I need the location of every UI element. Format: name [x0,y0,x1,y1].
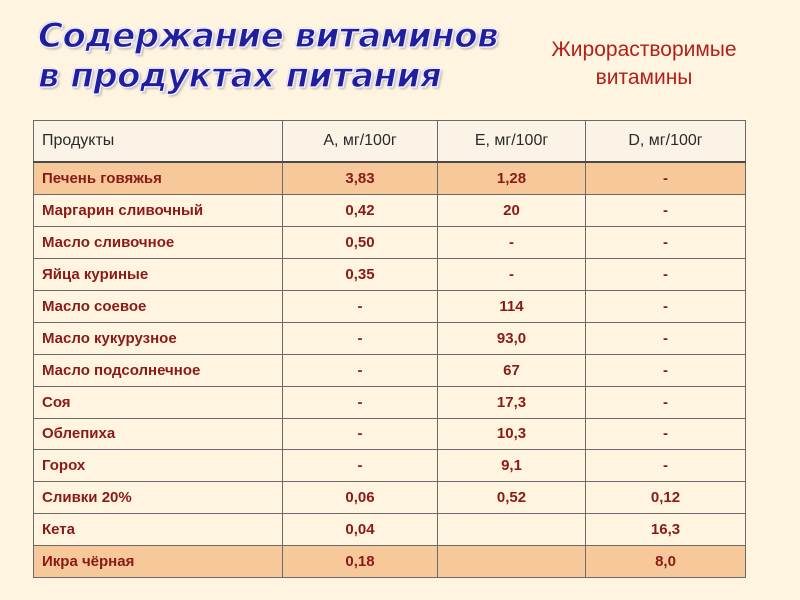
table-row [34,354,746,386]
vitamin-e-value [438,514,586,546]
product-name: Масло подсолнечное [34,354,283,386]
vitamin-a-value: 0,06 [283,482,438,514]
vitamin-e-value: 10,3 [438,418,586,450]
product-name: Икра чёрная [34,546,283,578]
vitamin-a-value: 0,50 [283,227,438,259]
vitamin-a-value: 0,04 [283,514,438,546]
table-row [34,227,746,259]
title-line-1: Содержание витаминов [38,16,499,56]
vitamin-e-value: 9,1 [438,450,586,482]
table-row [34,259,746,291]
vitamin-e-value: 114 [438,290,586,322]
vitamin-e-value: - [438,227,586,259]
vitamin-e-value: 20 [438,195,586,227]
table-row [34,290,746,322]
product-name: Соя [34,386,283,418]
product-name: Печень говяжья [34,162,283,195]
product-name: Масло кукурузное [34,322,283,354]
vitamin-d-value: - [586,259,746,291]
table-row [34,418,746,450]
vitamin-table [33,120,746,578]
header-products: Продукты [34,121,283,163]
vitamin-a-value: - [283,386,438,418]
product-name: Горох [34,450,283,482]
vitamin-a-value: 3,83 [283,162,438,195]
vitamin-d-value: - [586,162,746,195]
vitamin-d-value: - [586,386,746,418]
vitamin-d-value: 8,0 [586,546,746,578]
vitamin-a-value: - [283,450,438,482]
table-row [34,322,746,354]
vitamin-e-value: 0,52 [438,482,586,514]
vitamin-d-value: - [586,195,746,227]
vitamin-d-value: 0,12 [586,482,746,514]
title-line-2: в продуктах питания [38,56,442,96]
table-row [34,546,746,578]
vitamin-e-value: 67 [438,354,586,386]
vitamin-a-value: 0,42 [283,195,438,227]
table-row [34,162,746,195]
vitamin-a-value: 0,18 [283,546,438,578]
vitamin-d-value: - [586,322,746,354]
vitamin-e-value: - [438,259,586,291]
product-name: Масло соевое [34,290,283,322]
vitamin-d-value: - [586,450,746,482]
vitamin-d-value: - [586,418,746,450]
vitamin-a-value: - [283,354,438,386]
vitamin-e-value: 17,3 [438,386,586,418]
subtitle-line-2: витамины [595,66,693,89]
vitamin-a-value: 0,35 [283,259,438,291]
table-row [34,514,746,546]
header-vitamin-e: Е, мг/100г [438,121,586,163]
vitamin-d-value: - [586,354,746,386]
table-header-row [34,121,746,163]
vitamin-d-value: - [586,227,746,259]
vitamin-a-value: - [283,418,438,450]
page-subtitle [508,36,780,92]
vitamin-a-value: - [283,322,438,354]
product-name: Маргарин сливочный [34,195,283,227]
table-row [34,386,746,418]
table-row [34,482,746,514]
header-vitamin-a: А, мг/100г [283,121,438,163]
table-row [34,450,746,482]
vitamin-e-value: 93,0 [438,322,586,354]
product-name: Кета [34,514,283,546]
vitamin-a-value: - [283,290,438,322]
vitamin-e-value [438,546,586,578]
subtitle-line-1: Жирорастворимые [551,38,737,61]
page-title [38,16,498,96]
product-name: Облепиха [34,418,283,450]
vitamin-d-value: 16,3 [586,514,746,546]
header-vitamin-d: D, мг/100г [586,121,746,163]
product-name: Масло сливочное [34,227,283,259]
vitamin-d-value: - [586,290,746,322]
product-name: Сливки 20% [34,482,283,514]
product-name: Яйца куриные [34,259,283,291]
table-row [34,195,746,227]
vitamin-e-value: 1,28 [438,162,586,195]
